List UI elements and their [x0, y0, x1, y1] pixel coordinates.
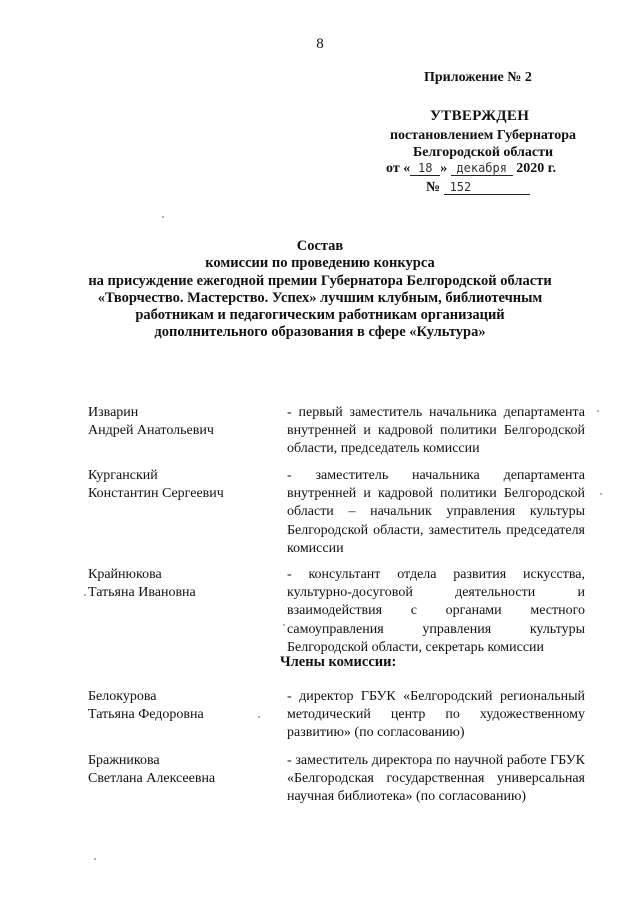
scan-speck [600, 493, 602, 495]
scan-speck [258, 716, 260, 718]
title-line: на присуждение ежегодной премии Губернатора Белгородской области [88, 272, 552, 289]
approved-by-line: постановлением Губернатора [389, 128, 577, 143]
member-role: - заместитель начальника департамента внутренней и кадровой политики Белгородской области – начальник управления культуры Белгородской области, заместитель председателя комиссии [287, 468, 585, 556]
member-given-name: Татьяна Федоровна [88, 707, 204, 723]
member-given-name: Татьяна Ивановна [88, 585, 196, 601]
member-name [88, 752, 268, 788]
appendix-title: Приложение № 2 [424, 70, 532, 85]
approval-number [426, 180, 530, 196]
date-mid: » [440, 161, 448, 176]
member-given-name: Светлана Алексеевна [88, 771, 216, 787]
page-number: 8 [316, 36, 324, 52]
document-title [60, 238, 580, 342]
member-role: - заместитель директора по научной работе ГБУК «Белгородская государственная универсальная научная библиотека» (по согласованию) [287, 753, 585, 805]
number-value: 152 [444, 180, 530, 195]
title-line: работникам и педагогическим работникам организаций [135, 307, 505, 324]
approval-date [386, 161, 556, 177]
approved-heading: УТВЕРЖДЕН [430, 108, 530, 124]
member-name [88, 467, 268, 503]
date-year: 2020 г. [516, 161, 556, 176]
member-surname: Курганский [88, 468, 158, 483]
section-heading: Члены комиссии: [280, 654, 397, 670]
member-given-name: Константин Сергеевич [88, 486, 224, 502]
scan-speck [597, 410, 599, 412]
date-month: декабря [451, 161, 513, 176]
date-day: 18 [410, 161, 440, 176]
scan-speck [283, 624, 285, 626]
scan-speck [84, 594, 86, 596]
member-given-name: Андрей Анатольевич [88, 423, 214, 439]
approved-region-line: Белгородской области [412, 145, 554, 160]
member-name [88, 404, 268, 440]
member-surname: Белокурова [88, 689, 157, 704]
member-name [88, 688, 268, 724]
date-prefix: от « [386, 161, 411, 176]
member-name [88, 566, 268, 602]
scan-speck [94, 858, 96, 860]
member-surname: Изварин [88, 405, 139, 420]
member-role: - первый заместитель начальника департамента внутренней и кадровой политики Белгородской области, председатель комиссии [287, 405, 585, 457]
title-line: Состав [296, 238, 344, 254]
member-surname: Бражникова [88, 753, 160, 768]
title-line: «Творчество. Мастерство. Успех» лучшим клубным, библиотечным [97, 289, 543, 306]
member-role: - директор ГБУК «Белгородский региональный методический центр по художественному развитию» (по согласованию) [287, 689, 585, 741]
number-prefix: № [426, 180, 441, 195]
scan-speck [162, 216, 164, 218]
member-role: - консультант отдела развития искусства, культурно-досуговой деятельности и взаимодействия с органами местного самоуправления управления культуры Белгородской области, секретарь комиссии [287, 567, 585, 655]
title-line: комиссии по проведению конкурса [205, 255, 435, 272]
title-line: дополнительного образования в сфере «Культура» [154, 324, 486, 341]
member-surname: Крайнюкова [88, 567, 162, 582]
